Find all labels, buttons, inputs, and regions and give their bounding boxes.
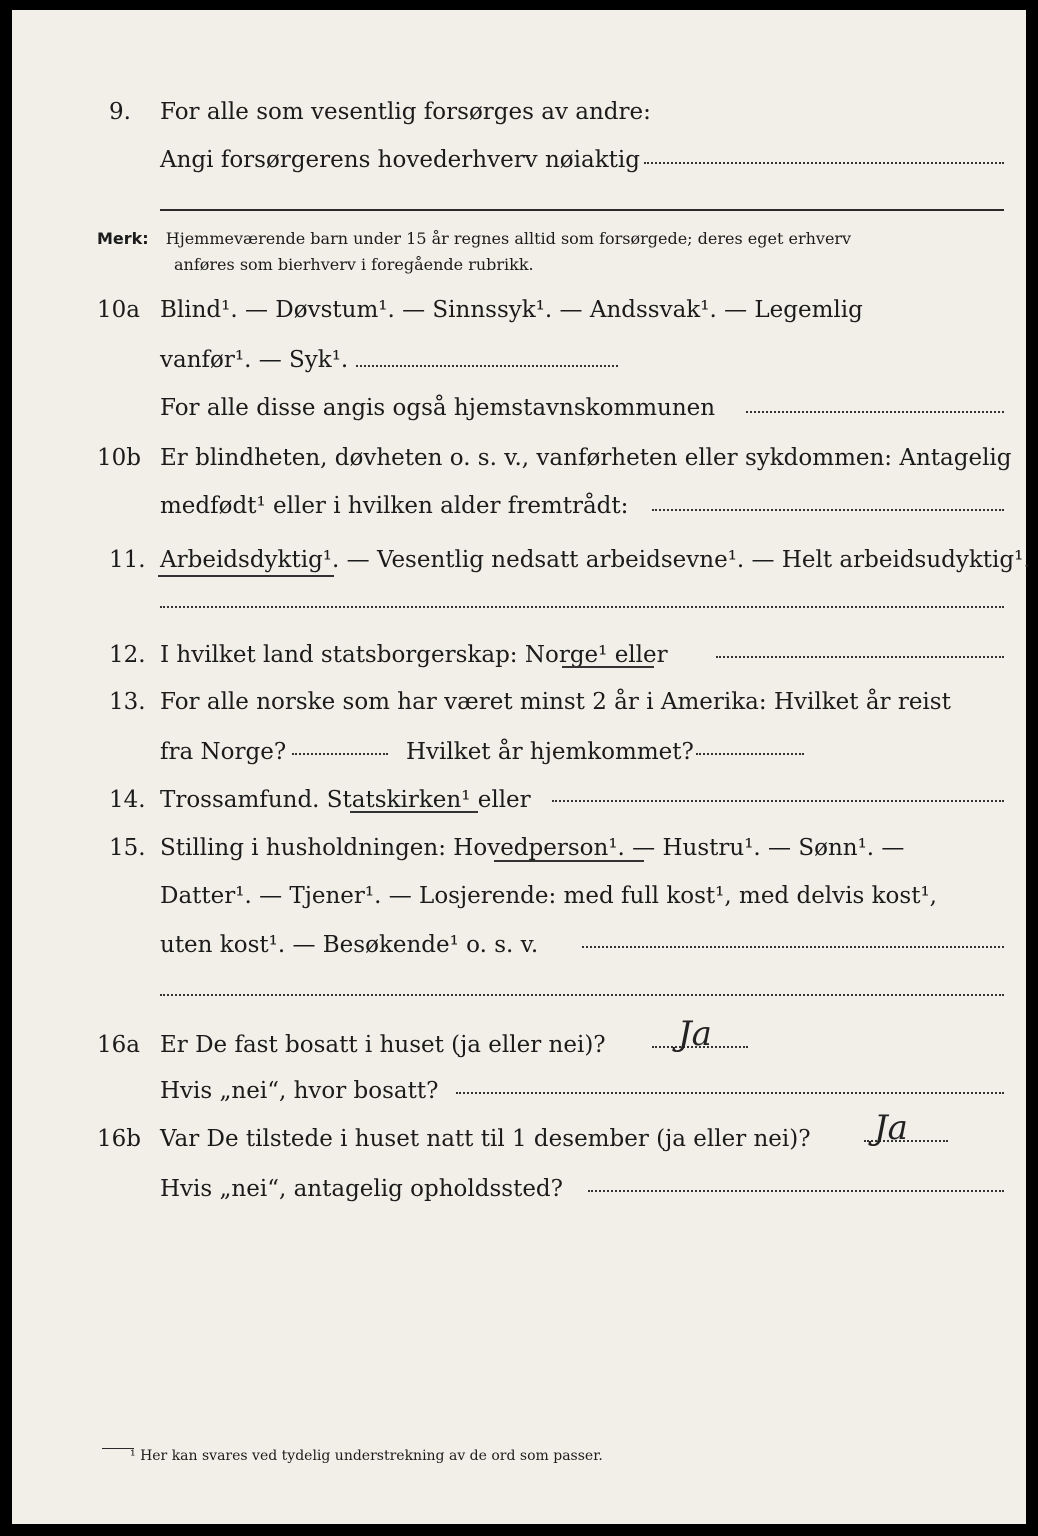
q11-options: Arbeidsdyktig¹. — Vesentlig nedsatt arbeidsevne¹. — Helt arbeidsudyktig¹. — [160, 547, 1031, 573]
q15-answer-line[interactable] — [582, 946, 1004, 948]
q15-household-options: Stilling i husholdningen: Hovedperson¹. — Hustru¹. — Sønn¹. — — [160, 835, 905, 861]
q12-text: I hvilket land statsborgerskap: Norge¹ eller — [160, 642, 668, 668]
q9-text: For alle som vesentlig forsørges av andre: — [160, 99, 651, 125]
q12-underline-marking — [562, 666, 654, 668]
q9-provider-label: Angi forsørgerens hovederhverv nøiaktig — [160, 147, 640, 173]
q11-number: 11. — [109, 547, 146, 573]
q16b-stay-label: Hvis „nei“, antagelig opholdssted? — [160, 1176, 563, 1202]
q12-answer-line[interactable] — [716, 656, 1004, 658]
q10a-answer-line[interactable] — [356, 365, 618, 367]
q10a-municipality-line[interactable] — [746, 411, 1004, 413]
q16b-handwritten-answer: Ja — [874, 1108, 908, 1148]
q10b-number: 10b — [97, 445, 141, 471]
q13-departure-line[interactable] — [292, 753, 388, 755]
q15-household-options-2: Datter¹. — Tjener¹. — Losjerende: med full kost¹, med delvis kost¹, — [160, 883, 937, 909]
q10b-onset-label: medfødt¹ eller i hvilken alder fremtrådt: — [160, 493, 629, 519]
note-merk — [97, 228, 851, 250]
q10b-answer-line[interactable] — [652, 509, 1004, 511]
q15-household-options-3: uten kost¹. — Besøkende¹ o. s. v. — [160, 932, 539, 958]
footnote: ¹ Her kan svares ved tydelig understrekning av de ord som passer. — [130, 1448, 603, 1464]
q13-return-line[interactable] — [696, 753, 804, 755]
q11-extra-line[interactable] — [160, 606, 1004, 608]
q11-underline-marking — [158, 575, 334, 577]
q16a-number: 16a — [97, 1032, 140, 1058]
q15-underline-marking — [494, 860, 644, 862]
q14-number: 14. — [109, 787, 146, 813]
q16a-residence-label: Hvis „nei“, hvor bosatt? — [160, 1078, 439, 1104]
census-form-page — [12, 10, 1031, 1524]
q10a-conditions-2: vanfør¹. — Syk¹. — [160, 347, 349, 373]
q13-text: For alle norske som har været minst 2 år i Amerika: Hvilket år reist — [160, 689, 951, 715]
q14-answer-line[interactable] — [552, 800, 1004, 802]
q15-extra-line[interactable] — [160, 994, 1004, 996]
q10b-text: Er blindheten, døvheten o. s. v., vanførheten eller sykdommen: Antagelig — [160, 445, 1012, 471]
q16b-text: Var De tilstede i huset natt til 1 desember (ja eller nei)? — [160, 1126, 811, 1152]
q12-number: 12. — [109, 642, 146, 668]
q16a-residence-line[interactable] — [456, 1092, 1004, 1094]
q16a-text: Er De fast bosatt i huset (ja eller nei)? — [160, 1032, 606, 1058]
q10a-number: 10a — [97, 297, 140, 323]
q13-return-label: Hvilket år hjemkommet? — [406, 739, 694, 765]
note-line-2: anføres som bierhverv i foregående rubrikk. — [174, 255, 534, 274]
note-label: Merk: — [97, 229, 149, 248]
q10a-conditions: Blind¹. — Døvstum¹. — Sinnssyk¹. — Andssvak¹. — Legemlig — [160, 297, 863, 323]
note-line-1: Hjemmeværende barn under 15 år regnes alltid som forsørgede; deres eget erhverv — [165, 229, 852, 248]
q9-answer-line[interactable] — [644, 162, 1004, 164]
q9-extra-line[interactable] — [160, 209, 1004, 211]
q13-number: 13. — [109, 689, 146, 715]
q16b-number: 16b — [97, 1126, 141, 1152]
q14-underline-marking — [350, 811, 478, 813]
q15-number: 15. — [109, 835, 146, 861]
q10a-home-municipality-label: For alle disse angis også hjemstavnskommunen — [160, 395, 716, 421]
q16b-stay-line[interactable] — [588, 1190, 1004, 1192]
q14-text: Trossamfund. Statskirken¹ eller — [160, 787, 531, 813]
q9-number: 9. — [109, 99, 131, 125]
q13-departure-label: fra Norge? — [160, 739, 287, 765]
q16a-handwritten-answer: Ja — [678, 1014, 712, 1054]
